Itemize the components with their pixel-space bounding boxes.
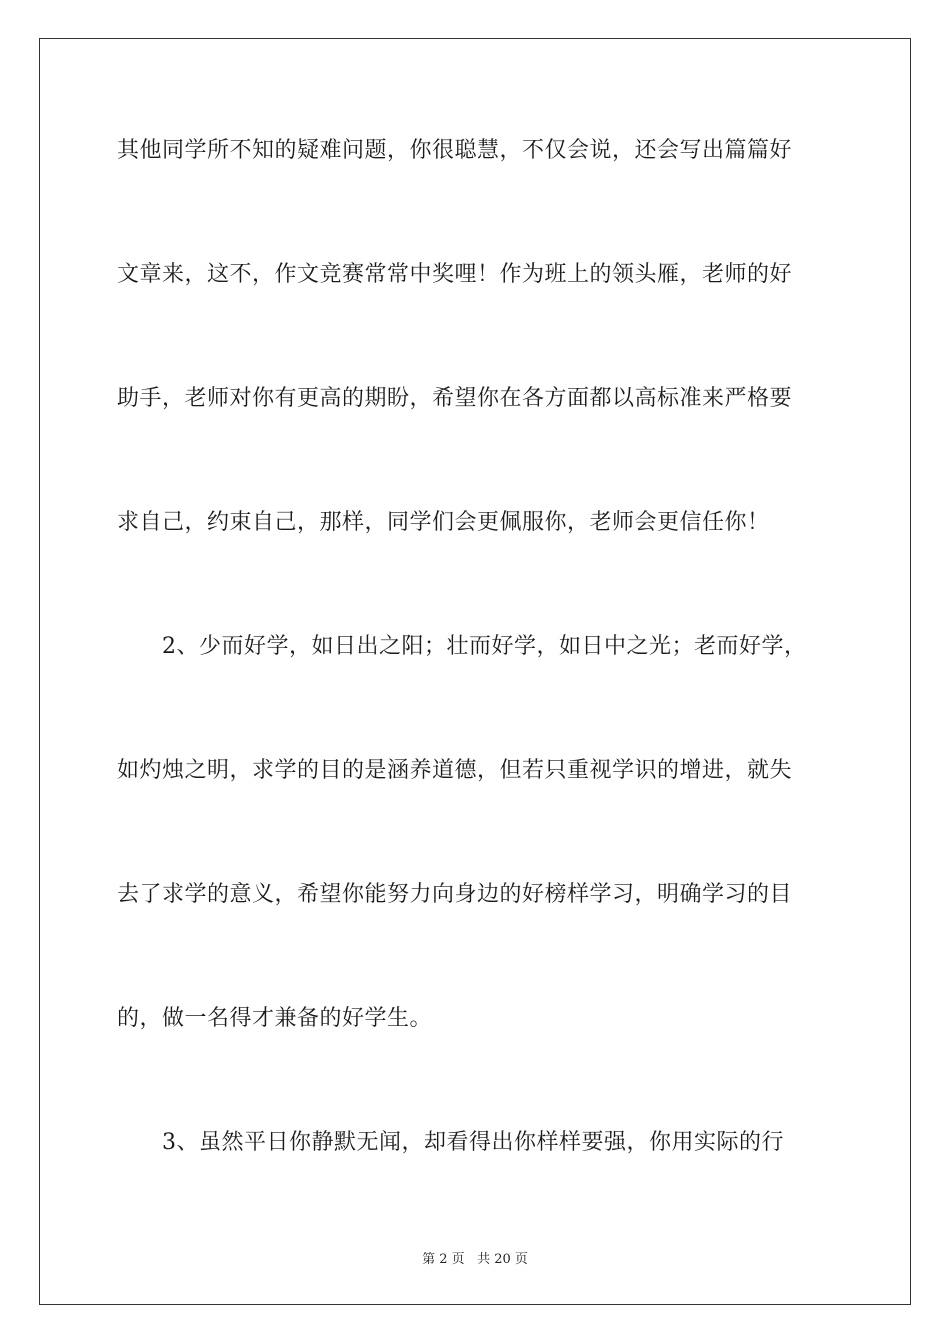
page-border — [39, 38, 911, 1305]
paragraph-line: 助手，老师对你有更高的期盼，希望你在各方面都以高标准来严格要 — [117, 386, 793, 411]
page-footer — [0, 1248, 950, 1267]
page-number: 第 2 页 — [422, 1252, 465, 1267]
paragraph-line: 如灼烛之明，求学的目的是涵养道德，但若只重视学识的增进，就失 — [117, 758, 793, 783]
paragraph-line: 求自己，约束自己，那样，同学们会更佩服你，老师会更信任你！ — [117, 510, 770, 535]
paragraph-line: 3、虽然平日你静默无闻，却看得出你样样要强，你用实际的行 — [117, 1130, 784, 1155]
paragraph-line: 文章来，这不，作文竞赛常常中奖哩！作为班上的领头雁，老师的好 — [117, 262, 793, 287]
page-total: 共 20 页 — [477, 1252, 528, 1267]
paragraph-line: 去了求学的意义，希望你能努力向身边的好榜样学习，明确学习的目 — [117, 882, 793, 907]
paragraph-line: 其他同学所不知的疑难问题，你很聪慧，不仅会说，还会写出篇篇好 — [117, 138, 793, 163]
paragraph-line: 2、少而好学，如日出之阳；壮而好学，如日中之光；老而好学， — [117, 634, 807, 659]
paragraph-line: 的，做一名得才兼备的好学生。 — [117, 1006, 433, 1031]
